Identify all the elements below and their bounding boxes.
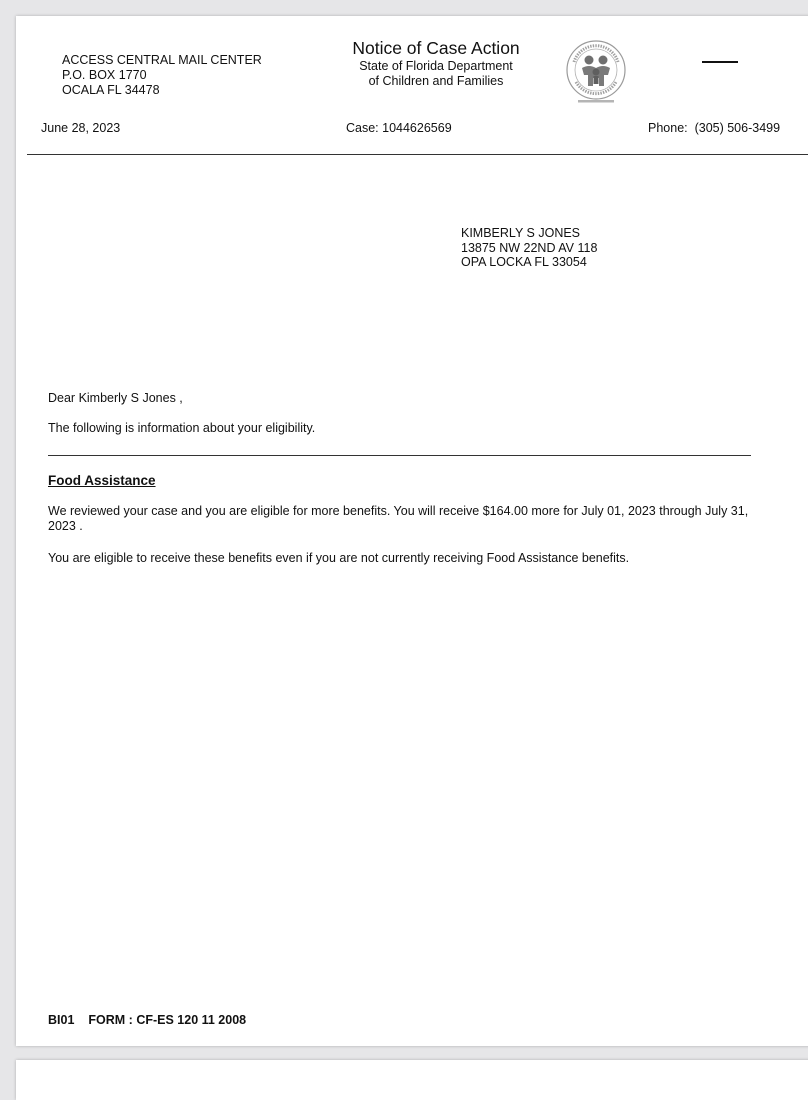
header-dash-mark <box>702 61 738 63</box>
notice-date: June 28, 2023 <box>41 121 121 135</box>
document-page <box>16 16 808 1046</box>
notice-subtitle-line-1: State of Florida Department <box>359 59 513 73</box>
letter-greeting: Dear Kimberly S Jones , <box>48 391 183 405</box>
recipient-name: KIMBERLY S JONES <box>461 226 581 240</box>
section-divider <box>48 455 751 456</box>
footer-form-number: FORM : CF-ES 120 11 2008 <box>88 1013 247 1027</box>
eligibility-note-paragraph: You are eligible to receive these benefits even if you are not currently receiving Food Assistance benefits. <box>48 551 630 565</box>
recipient-address-line-1: 13875 NW 22ND AV 118 <box>461 240 598 255</box>
section-heading-food-assistance: Food Assistance <box>48 473 156 488</box>
footer-code: BI01 <box>48 1013 75 1027</box>
case-number: Case: 1044626569 <box>346 121 452 135</box>
recipient-address-block <box>461 226 597 270</box>
sender-name: ACCESS CENTRAL MAIL CENTER <box>62 53 262 67</box>
notice-title-block <box>306 38 566 89</box>
form-footer <box>48 1013 260 1027</box>
header-divider <box>27 154 808 155</box>
letter-intro: The following is information about your eligibility. <box>48 421 316 435</box>
recipient-address-line-2: OPA LOCKA FL 33054 <box>461 255 587 269</box>
florida-dcf-seal-icon <box>564 38 628 108</box>
sender-address-line-2: OCALA FL 34478 <box>62 83 160 97</box>
phone-contact <box>648 121 780 136</box>
phone-label: Phone: <box>648 121 688 135</box>
eligibility-paragraph: We reviewed your case and you are eligible for more benefits. You will receive $164.00 more for July 01, 2023 through July 31, 2023 . <box>48 504 749 533</box>
notice-subtitle-line-2: of Children and Families <box>368 74 504 88</box>
sender-address-block <box>62 53 262 98</box>
phone-number: (305) 506-3499 <box>694 121 781 135</box>
notice-title: Notice of Case Action <box>352 38 520 58</box>
next-page-edge <box>16 1060 808 1100</box>
sender-address-line-1: P.O. BOX 1770 <box>62 68 147 82</box>
